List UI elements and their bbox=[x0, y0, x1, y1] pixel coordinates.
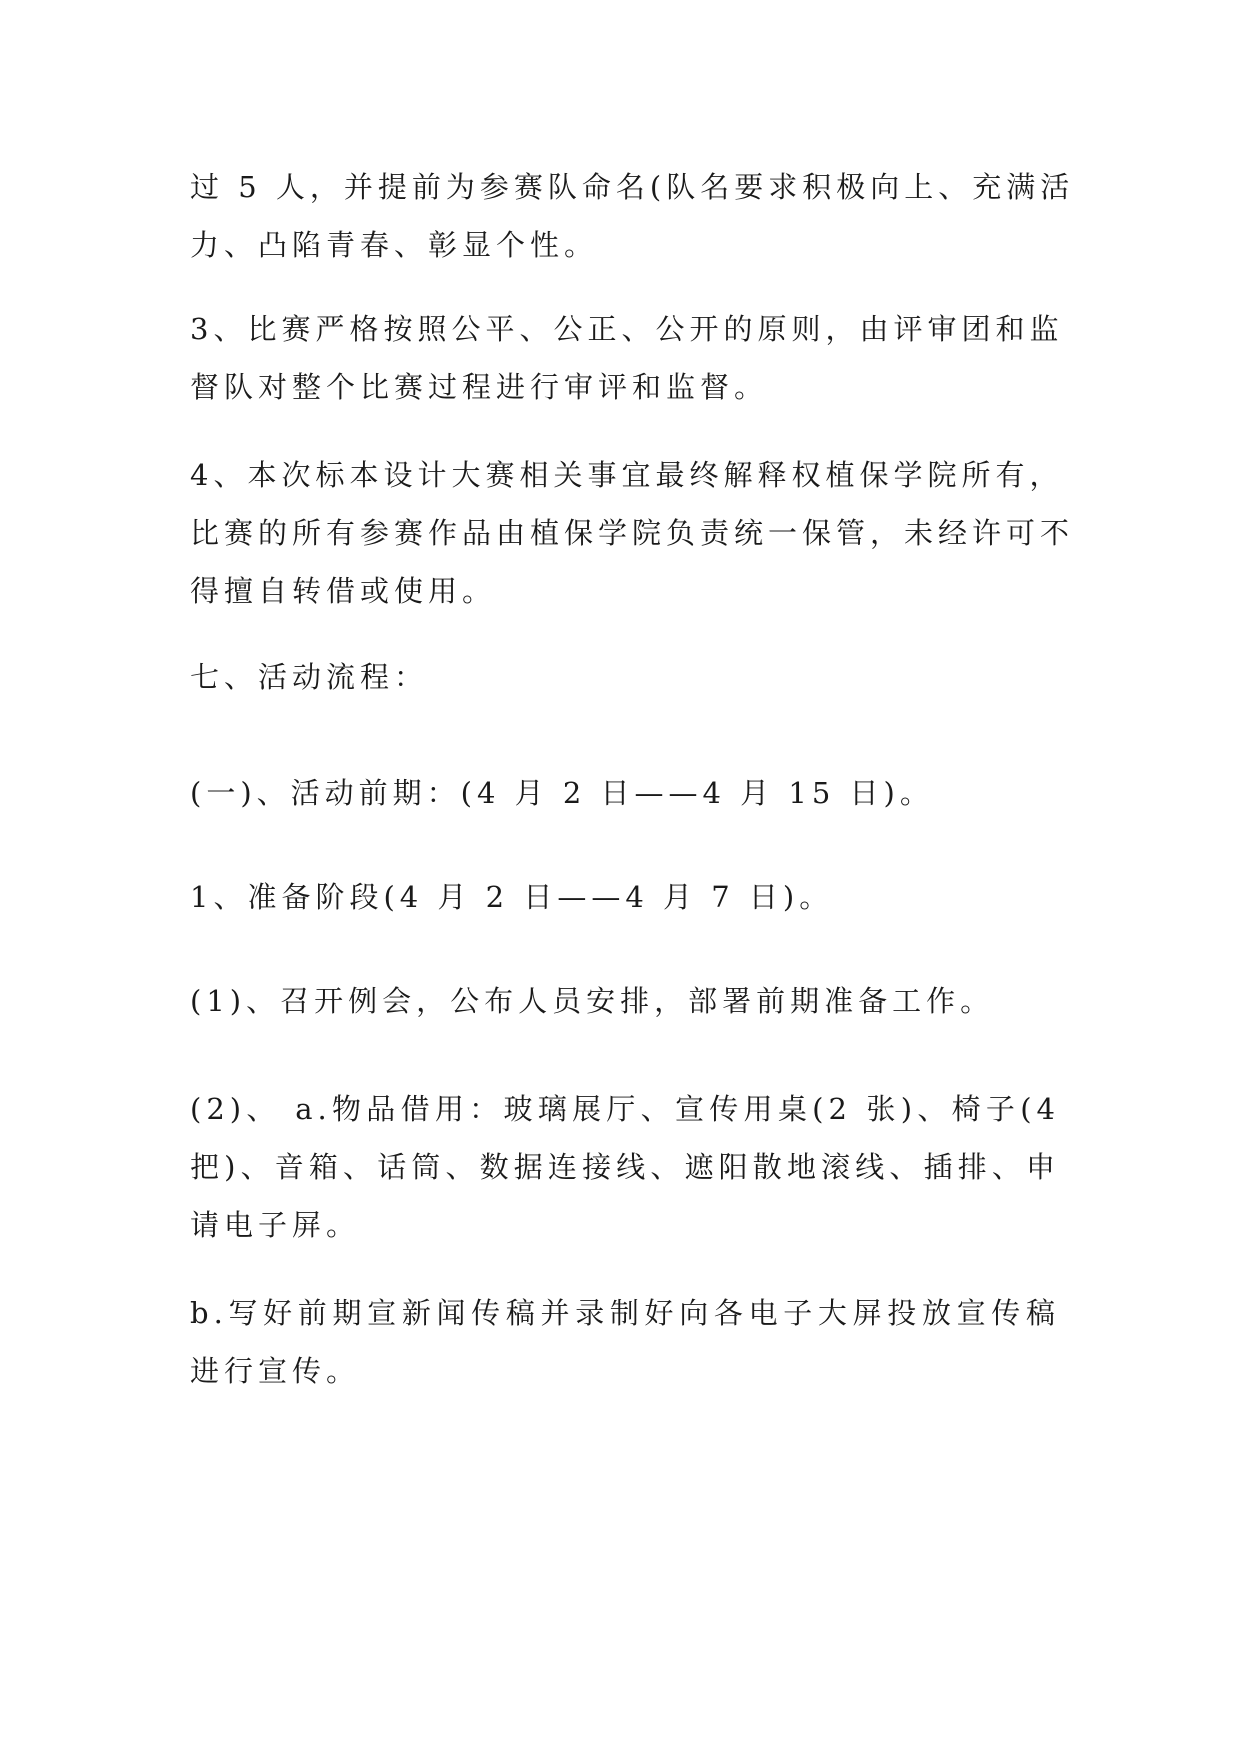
section-heading-activity-process bbox=[190, 648, 1060, 706]
text-line: 过 5 人，并提前为参赛队命名(队名要求积极向上、充满活 bbox=[190, 170, 1075, 204]
paragraph-item-2 bbox=[190, 1080, 1060, 1254]
text-line: 1、准备阶段(4 月 2 日——4 月 7 日)。 bbox=[190, 880, 834, 914]
text-line: 比赛的所有参赛作品由植保学院负责统一保管，未经许可不 bbox=[190, 516, 1075, 550]
text-line: 3、比赛严格按照公平、公正、公开的原则，由评审团和监 bbox=[190, 312, 1064, 346]
text-line: 七、活动流程： bbox=[190, 660, 429, 694]
paragraph-rule-4 bbox=[190, 446, 1075, 620]
text-line: (2)、 a.物品借用：玻璃展厅、宣传用桌(2 张)、椅子(4 bbox=[190, 1092, 1060, 1126]
paragraph-item-1 bbox=[190, 972, 1060, 1030]
text-line: 督队对整个比赛过程进行审评和监督。 bbox=[190, 370, 769, 404]
paragraph-preparation-stage bbox=[190, 868, 1060, 926]
text-line: 得擅自转借或使用。 bbox=[190, 574, 497, 608]
text-line: 4、本次标本设计大赛相关事宜最终解释权植保学院所有， bbox=[190, 458, 1064, 492]
text-line: 进行宣传。 bbox=[190, 1354, 361, 1388]
text-line: 请电子屏。 bbox=[190, 1208, 361, 1242]
paragraph-team-naming bbox=[190, 158, 1075, 274]
paragraph-item-b bbox=[190, 1284, 1060, 1400]
paragraph-rule-3 bbox=[190, 300, 1064, 416]
text-line: 把)、音箱、话筒、数据连接线、遮阳散地滚线、插排、申 bbox=[190, 1150, 1060, 1184]
subsection-heading-early-stage bbox=[190, 764, 1060, 822]
text-line: 力、凸陷青春、彰显个性。 bbox=[190, 228, 599, 262]
text-line: b.写好前期宣新闻传稿并录制好向各电子大屏投放宣传稿 bbox=[190, 1296, 1060, 1330]
text-line: (一)、活动前期：(4 月 2 日——4 月 15 日)。 bbox=[190, 776, 934, 810]
text-line: (1)、召开例会，公布人员安排，部署前期准备工作。 bbox=[190, 984, 995, 1018]
